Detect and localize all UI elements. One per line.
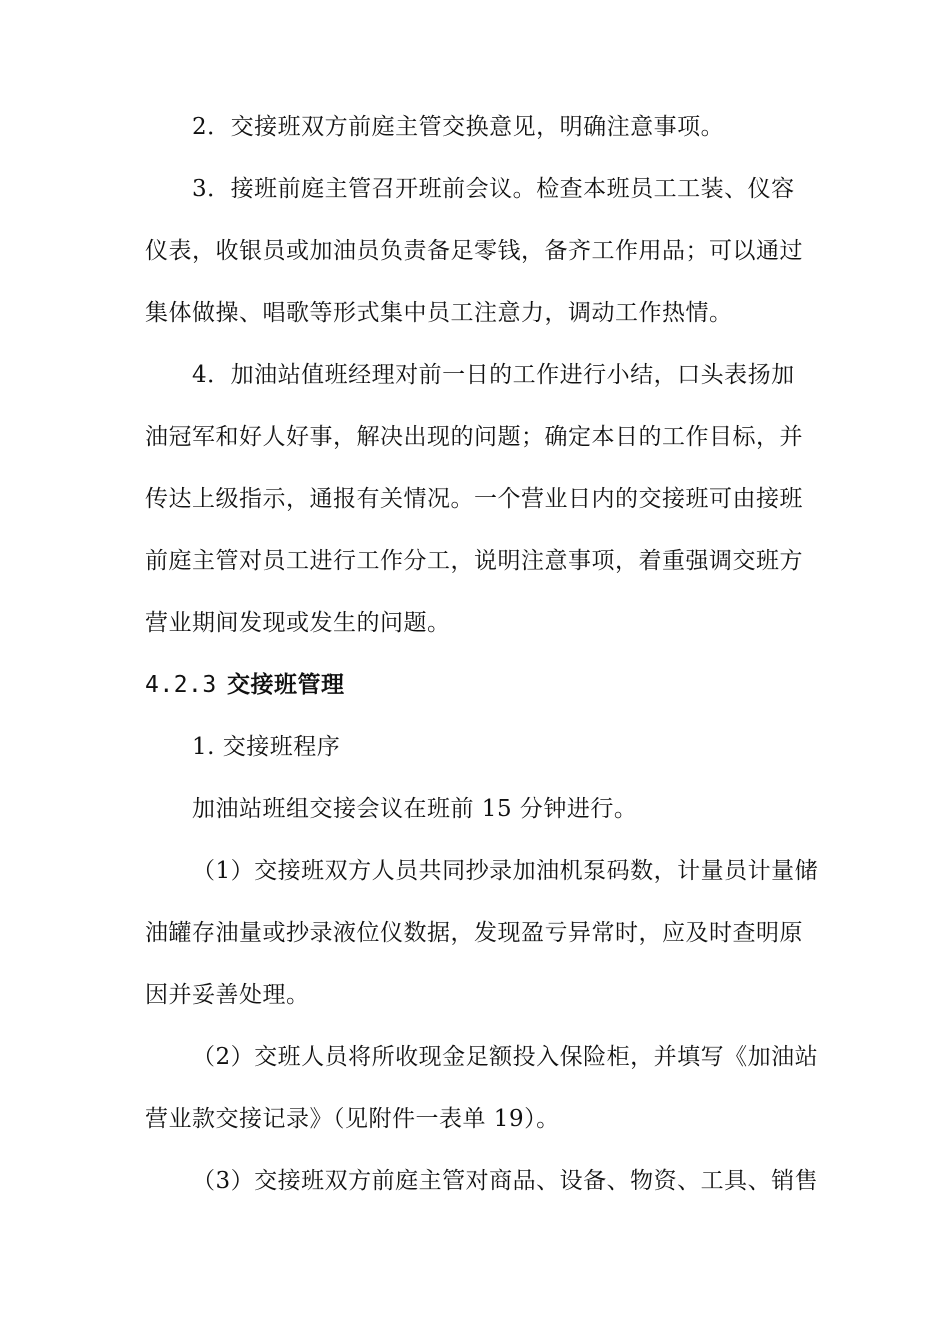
section-heading (145, 670, 815, 700)
paragraph-line: 集体做操、唱歌等形式集中员工注意力，调动工作热情。 (145, 300, 733, 326)
paragraph-line: （3）交接班双方前庭主管对商品、设备、物资、工具、销售 (192, 1168, 819, 1194)
paragraph-line: （2）交班人员将所收现金足额投入保险柜，并填写《加油站 (192, 1044, 819, 1070)
paragraph-line: 前庭主管对员工进行工作分工，说明注意事项，着重强调交班方 (145, 548, 803, 574)
subheading: 1. 交接班程序 (192, 734, 341, 760)
paragraph-line: 营业款交接记录》（见附件一表单 19）。 (145, 1106, 560, 1132)
paragraph-line: 2．交接班双方前庭主管交换意见，明确注意事项。 (192, 114, 725, 140)
paragraph-line: 传达上级指示，通报有关情况。一个营业日内的交接班可由接班 (145, 486, 803, 512)
paragraph-line: 因并妥善处理。 (145, 982, 310, 1008)
paragraph-line: 3．接班前庭主管召开班前会议。检查本班员工工装、仪容 (192, 176, 795, 202)
section-number: 4.2.3 (145, 672, 217, 698)
paragraph-line: 营业期间发现或发生的问题。 (145, 610, 451, 636)
paragraph-line: 加油站班组交接会议在班前 15 分钟进行。 (192, 796, 638, 822)
paragraph-line: 油罐存油量或抄录液位仪数据，发现盈亏异常时，应及时查明原 (145, 920, 803, 946)
paragraph-line: （1）交接班双方人员共同抄录加油机泵码数，计量员计量储 (192, 858, 819, 884)
section-title: 交接班管理 (227, 672, 345, 698)
paragraph-line: 仪表，收银员或加油员负责备足零钱，备齐工作用品；可以通过 (145, 238, 803, 264)
paragraph-line: 油冠军和好人好事，解决出现的问题；确定本日的工作目标，并 (145, 424, 803, 450)
paragraph-line: 4．加油站值班经理对前一日的工作进行小结，口头表扬加 (192, 362, 795, 388)
